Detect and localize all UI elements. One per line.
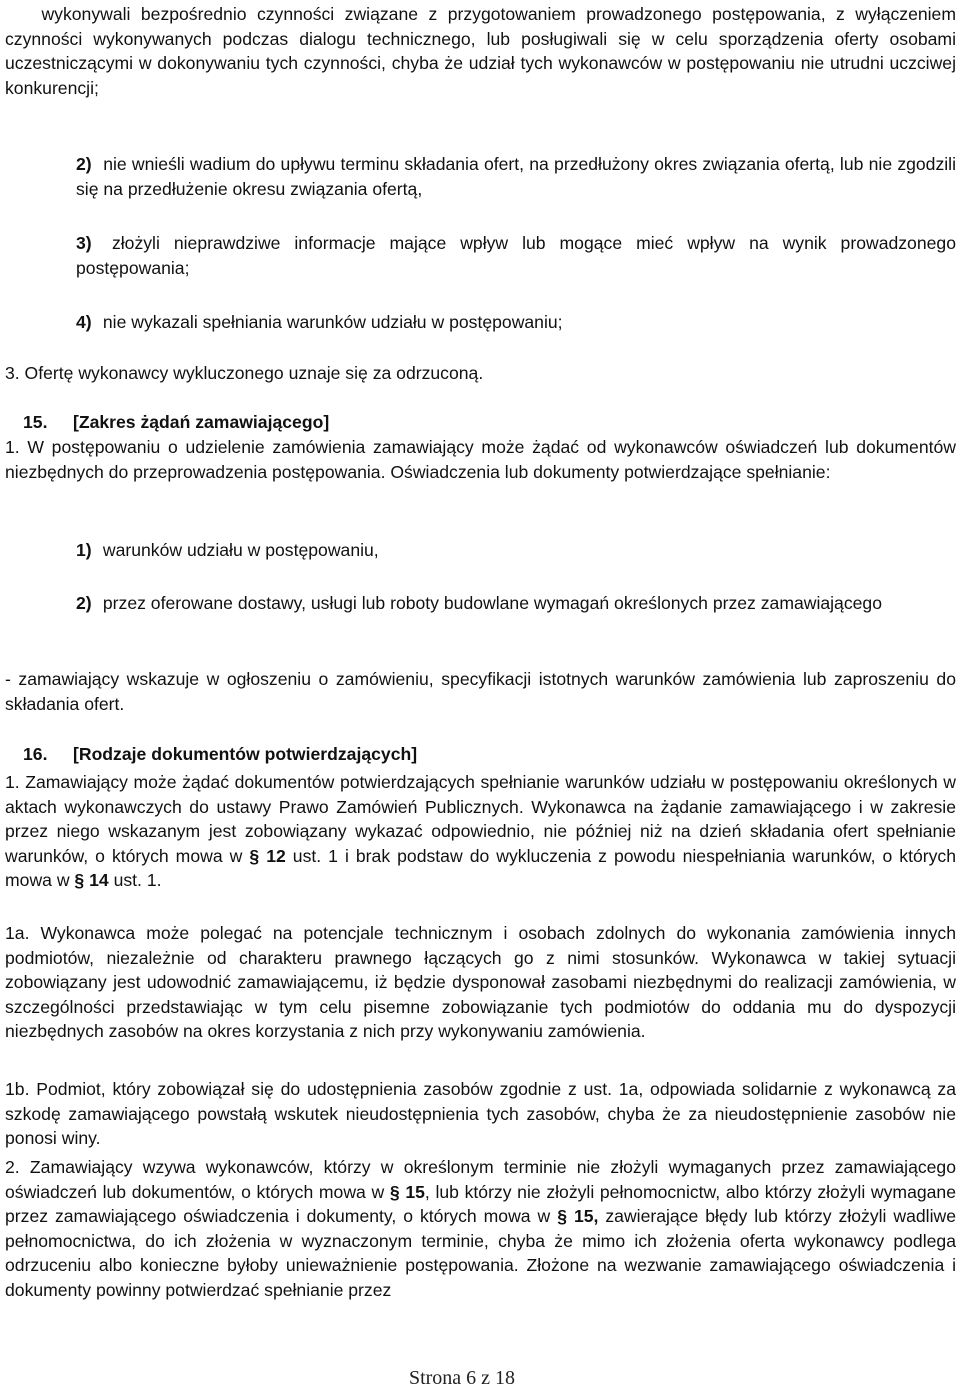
section-title: [Zakres żądań zamawiającego] [73,412,330,432]
page-number-footer: Strona 6 z 18 [408,1367,516,1389]
list-text: warunków udziału w postępowaniu, [102,540,379,560]
list-item [5,2,956,100]
list-number: 2) [76,154,92,174]
section-ref: 15 [405,1181,425,1202]
paragraph: 1. Zamawiający może żądać dokumentów potwierdzających spełnianie warunków udziału w postępowaniu określonych w aktach wykonawczych do ustawy Prawo Zamówień Publicznych. Wykonawca na żądanie zamawiającego i w zakresie przez niego wskazanym jest zobowiązany wykazać odpowiednio, nie później niż na dzień składania ofert spełnianie warunków, o których mowa w § 12 ust. 1 i brak podstaw do wykluczenia z powodu niespełniania warunków, o których mowa w § 14 ust. 1. [5,772,956,891]
section-sign: § [389,1181,400,1202]
list-text: nie wnieśli wadium do upływu terminu składania ofert, na przedłużony okres związania ofertą, lub nie zgodzili się na przedłużenie okresu związania ofertą, [76,154,956,199]
section-sign: § [557,1206,567,1227]
paragraph: 1a. Wykonawca może polegać na potencjale technicznym i osobach zdolnych do wykonania zamówienia innych podmiotów, niezależnie od charakteru prawnego łączących go z nimi stosunków. Wykonawca w takiej sytuacji zobowiązany jest udowodnić zamawiającemu, iż będzie dysponował zasobami niezbędnymi do realizacji zamówienia, w szczególności przedstawiając w tym celu pisemne zobowiązanie tych podmiotów do oddania mu do dyspozycji niezbędnych zasobów na okres korzystania z nich przy wykonywaniu zamówienia. [5,923,956,1042]
section-ref: 14 [89,870,109,891]
paragraph: 2. Zamawiający wzywa wykonawców, którzy w określonym terminie nie złożyli wymaganych przez zamawiającego oświadczeń lub dokumentów, o których mowa w § 15, lub którzy nie złożyli pełnomocnictw, albo którzy złożyli wymagane przez zamawiającego oświadczenia i dokumenty, o których mowa w § 15, zawierające błędy lub którzy złożyli wadliwe pełnomocnictwa, do ich złożenia w wyznaczonym terminie, chyba że mimo ich złożenia oferta wykonawcy podlega odrzuceniu albo konieczne byłoby unieważnienie postępowania. Złożone na wezwanie zamawiającego oświadczenia i dokumenty powinny potwierdzać spełnianie przez [5,1157,956,1300]
list-number: 1) [76,540,92,560]
list-item [76,591,956,616]
section-sign: § [249,845,260,866]
list-item [76,231,956,280]
list-text: nie wykazali spełniania warunków udziału w postępowaniu; [102,312,563,332]
section-heading [5,410,329,435]
section-ref: 15, [573,1206,599,1227]
section-title: [Rodzaje dokumentów potwierdzających] [73,744,418,764]
paragraph: 1. W postępowaniu o udzielenie zamówienia zamawiający może żądać od wykonawców oświadczeń lub dokumentów niezbędnych do przeprowadzenia postępowania. Oświadczenia lub dokumenty potwierdzające spełnianie: [5,437,956,482]
list-item [76,310,956,335]
list-text: złożyli nieprawdziwe informacje mające wpływ lub mogące mieć wpływ na wynik prowadzonego postępowania; [76,233,956,278]
list-text: przez oferowane dostawy, usługi lub roboty budowlane wymagań określonych przez zamawiającego [102,593,882,613]
list-item [76,538,956,563]
paragraph: 1b. Podmiot, który zobowiązał się do udostępnienia zasobów zgodnie z ust. 1a, odpowiada solidarnie z wykonawcą za szkodę zamawiającego powstałą wskutek nieudostępnienia tych zasobów, chyba że za nieudostępnienie zasobów nie ponosi winy. [5,1079,956,1149]
section-ref: 12 [266,845,286,866]
section-number: 16. [23,744,48,764]
list-number: 2) [76,593,92,613]
list-number: 4) [76,312,92,332]
section-number: 15. [23,412,48,432]
paragraph: - zamawiający wskazuje w ogłoszeniu o zamówieniu, specyfikacji istotnych warunków zamówienia lub zaproszeniu do składania ofert. [5,669,956,714]
section-sign: § [74,870,85,891]
list-number: 3) [76,233,92,253]
list-text: wykonywali bezpośrednio czynności związane z przygotowaniem prowadzonego postępowania, z wyłączeniem czynności wykonywanych podczas dialogu technicznego, lub posługiwali się w celu sporządzenia oferty osobami uczestniczącymi w dokonywaniu tych czynności, chyba że udział tych wykonawców w postępowaniu nie utrudni uczciwej konkurencji; [5,4,957,98]
paragraph: 3. Ofertę wykonawcy wykluczonego uznaje się za odrzuconą. [5,363,484,383]
section-heading [5,742,417,767]
list-item [76,152,956,201]
